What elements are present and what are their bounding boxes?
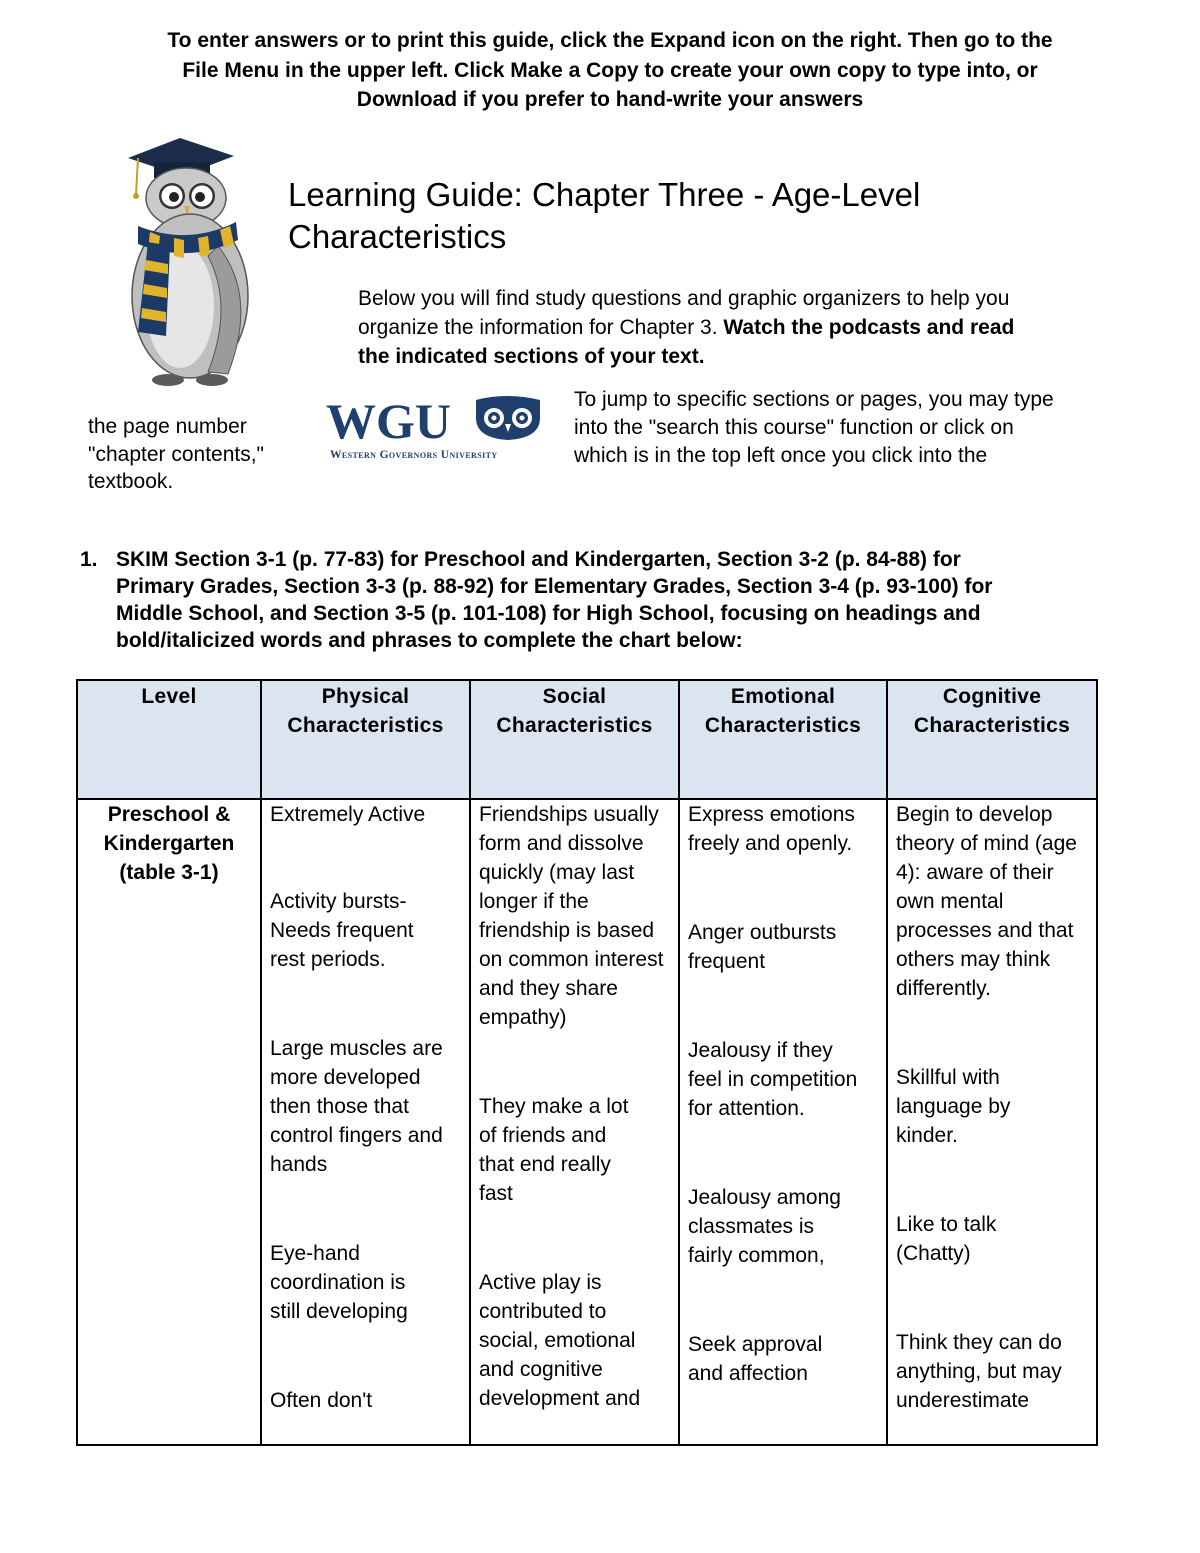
cell-text: Jealousy among classmates is fairly common, — [688, 1186, 841, 1267]
cell-level[interactable]: Preschool & Kindergarten (table 3-1) — [77, 799, 261, 1445]
note-line: textbook. — [88, 470, 174, 493]
logo-text: WGU — [326, 394, 451, 449]
page-number-note — [88, 413, 264, 496]
jump-line: To jump to specific sections or pages, you may type — [574, 388, 1054, 411]
table-row — [77, 799, 1097, 1445]
intro-emphasis: Watch the podcasts and read — [723, 316, 1015, 339]
intro-emphasis: the indicated sections of your text. — [358, 345, 705, 368]
cell-text: Think they can do anything, but may underestimate — [896, 1331, 1062, 1412]
cell-text: Express emotions freely and openly. — [688, 803, 855, 855]
cell-text: Extremely Active — [270, 803, 426, 826]
jump-line: which is in the top left once you click into the — [574, 444, 988, 467]
header-cognitive: Cognitive Characteristics — [887, 680, 1097, 799]
question-line: Middle School, and Section 3-5 (p. 101-108) for High School, focusing on headings and — [116, 602, 981, 625]
note-line: the page number — [88, 415, 247, 438]
jump-instructions — [574, 386, 1054, 470]
question-line: bold/italicized words and phrases to complete the chart below: — [116, 629, 743, 652]
intro-line: Below you will find study questions and graphic organizers to help you — [358, 287, 1010, 310]
question-line: Primary Grades, Section 3-3 (p. 88-92) for Elementary Grades, Section 3-4 (p. 93-100) for — [116, 575, 993, 598]
title-line: Characteristics — [288, 218, 507, 255]
page-title — [288, 174, 920, 258]
question-line: SKIM Section 3-1 (p. 77-83) for Preschool and Kindergarten, Section 3-2 (p. 84-88) for — [116, 548, 961, 571]
cell-text: Skillful with language by kinder. — [896, 1066, 1011, 1147]
cell-text: Jealousy if they feel in competition for attention. — [688, 1039, 858, 1120]
header-level: Level — [77, 680, 261, 799]
cell-text: Friendships usually form and dissolve quickly (may last longer if the friendship is based on common interest and they share empathy) — [479, 803, 664, 1029]
title-line: Learning Guide: Chapter Three - Age-Level — [288, 176, 921, 213]
header-emotional: Emotional Characteristics — [679, 680, 887, 799]
jump-line: into the "search this course" function or click on — [574, 416, 1014, 439]
instructions-line: Download if you prefer to hand-write your answers — [356, 88, 864, 111]
wgu-logo — [326, 394, 548, 464]
cell-text: Begin to develop theory of mind (age 4): aware of their own mental processes and that others may think differently. — [896, 803, 1077, 1000]
cell-text: They make a lot of friends and that end really fast — [479, 1095, 629, 1205]
intro-line — [358, 313, 1148, 342]
cell-emotional[interactable] — [679, 799, 887, 1445]
cell-text: Activity bursts- Needs frequent rest periods. — [270, 890, 414, 971]
cell-cognitive[interactable] — [887, 799, 1097, 1445]
question-text — [116, 546, 992, 654]
cell-text: Eye-hand coordination is still developing — [270, 1242, 408, 1323]
logo-subtitle: Western Governors University — [330, 449, 498, 461]
instructions — [80, 26, 1140, 115]
cell-text: Seek approval and affection — [688, 1333, 823, 1385]
table-header-row — [77, 680, 1097, 799]
header-social: Social Characteristics — [470, 680, 679, 799]
cell-physical[interactable] — [261, 799, 470, 1445]
header-physical: Physical Characteristics — [261, 680, 470, 799]
cell-text: Often don't — [270, 1389, 373, 1412]
intro-paragraph — [358, 284, 1148, 371]
instructions-line: To enter answers or to print this guide, click the Expand icon on the right. Then go to the — [167, 29, 1053, 52]
instructions-line: File Menu in the upper left. Click Make a Copy to create your own copy to type into, or — [182, 58, 1038, 82]
characteristics-chart — [76, 679, 1098, 1446]
owl-face-icon — [476, 396, 540, 440]
intro-line — [358, 342, 1148, 371]
note-line: "chapter contents," — [88, 442, 265, 466]
intro-text: organize the information for Chapter 3. — [358, 316, 724, 339]
cell-text: Like to talk (Chatty) — [896, 1213, 997, 1265]
cell-text: Active play is contributed to social, emotional and cognitive development and — [479, 1271, 641, 1410]
owl-mascot-image — [108, 136, 268, 392]
cell-text: Large muscles are more developed then those that control fingers and hands — [270, 1037, 443, 1176]
cell-text: Anger outbursts frequent — [688, 921, 837, 973]
question-number: 1. — [80, 548, 98, 571]
cell-social[interactable] — [470, 799, 679, 1445]
